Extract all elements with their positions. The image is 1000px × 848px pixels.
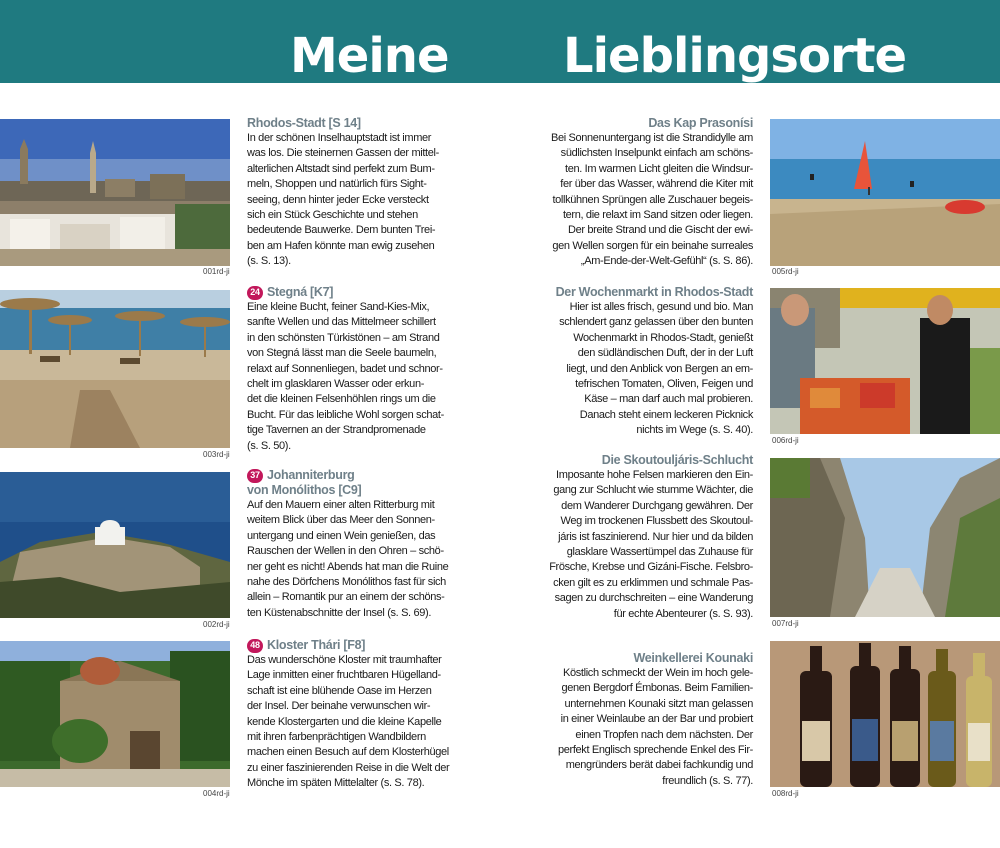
entry-skoutouljaris xyxy=(545,453,753,622)
image-code: 003rd-ji xyxy=(203,450,230,459)
photo-rhodos-stadt xyxy=(0,119,230,266)
entry-title-line2: von Monólithos [C9] xyxy=(247,483,362,497)
entry-monolithos xyxy=(247,468,447,621)
photo-skoutouljaris xyxy=(770,458,1000,617)
page-title-right: Lieblingsorte xyxy=(563,28,907,84)
image-code: 002rd-ji xyxy=(203,620,230,629)
entry-body: Eine kleine Bucht, feiner Sand-Kies-Mix, sanfte Wellen und das Mittelmeer schillert in den schönsten Türkistönen – am Strand von Stegná lässt man die Seele baumeln, relaxt auf Sonnenliegen, badet und schnor- chelt im glasklaren Wasser oder erkun- det die kleinen Felsenhöhlen rings um die Bucht. Für das leibliche Wohl sorgen schat- tige Tavernen an der Strandpromenade (s. S. 50). xyxy=(247,301,444,452)
entry-body: Hier ist alles frisch, gesund und bio. Man schlendert ganz gelassen über den bunten Wochenmarkt in Rhodos-Stadt, genießt den südländischen Duft, der in der Luft liegt, und den Anblick von Bergen an em- tefrischen Tomaten, Oliven, Feigen und Käse – man darf auch mal probieren. Danach steht einem leckeren Picknick nichts im Wege (s. S. 40). xyxy=(559,301,753,437)
entry-title: Kloster Thári [F8] xyxy=(267,638,366,652)
entry-body: In der schönen Inselhauptstadt ist immer was los. Die steinernen Gassen der mittel- alterlichen Altstadt sind perfekt zum Bum- meln, Shoppen und natürlich fürs Sight- seeing, denn hinter jeder Ecke versteckt sich ein Stück Geschichte und stehen bedeutende Bauwerke. Dem bunten Trei- ben am Hafen könnte man ewig zusehen (s. S. 13). xyxy=(247,132,439,268)
entry-body: Bei Sonnenuntergang ist die Strandidylle am südlichsten Inselpunkt einfach am schöns- ten. Im warmen Licht gleiten die Windsur- fer über das Wasser, während die Kiter mit tollkühnen Sprüngen alle Zuschauer begeis- tern, die relaxt im Sand sitzen oder liegen. Der breite Strand und die Gischt der ewi- gen Wellen sorgen für ein beinahe surreales „Am-Ende-der-Welt-Gefühl“ (s. S. 86). xyxy=(550,132,753,268)
entry-title: Der Wochenmarkt in Rhodos-Stadt xyxy=(555,285,753,299)
entry-body: Köstlich schmeckt der Wein im hoch gele- genen Bergdorf Émbonas. Beim Familien- unternehmen Kounaki sitzt man gelassen in einer Weinlaube an der Bar und probiert einen Tropfen nach dem nächsten. Der perfekt Englisch sprechende Enkel des Fir- mengründers berät dabei fachkundig und freundlich (s. S. 77). xyxy=(557,667,753,787)
entry-title: Johanniterburg xyxy=(267,468,355,482)
image-code: 001rd-ji xyxy=(203,267,230,276)
image-code: 004rd-ji xyxy=(203,789,230,798)
entry-kap-prasonisi xyxy=(545,116,753,270)
entry-body: Imposante hohe Felsen markieren den Ein- gang zur Schlucht wie stumme Wächter, die dem Wanderer Durchgang gewähren. Der Weg im trockenen Flussbett des Skoutoul- járis ist faszinierend. Nur hier und da bilden glasklare Wassertümpel das Zuhause für Frösche, Krebse und Gizáni-Fische. Felsbro- cken gilt es zu erklimmen und schmale Pas- sagen zu durchschreiten – eine Wanderung für echte Abenteurer (s. S. 93). xyxy=(549,469,753,620)
image-code: 006rd-ji xyxy=(772,436,799,445)
photo-wochenmarkt xyxy=(770,288,1000,434)
map-number-badge: 37 xyxy=(247,469,263,483)
entry-title: Das Kap Prasonísi xyxy=(648,116,753,130)
entry-weinkellerei xyxy=(545,651,753,789)
entry-wochenmarkt xyxy=(545,285,753,439)
photo-kloster-thari xyxy=(0,641,230,787)
image-code: 007rd-ji xyxy=(772,619,799,628)
photo-stegna xyxy=(0,290,230,448)
entry-title: Die Skoutouljáris-Schlucht xyxy=(601,453,753,467)
header-banner xyxy=(0,0,1000,83)
entry-rhodos-stadt xyxy=(247,116,447,270)
page-title-left: Meine xyxy=(290,28,449,84)
map-number-badge: 24 xyxy=(247,286,263,300)
entry-kloster-thari xyxy=(247,638,450,792)
image-code: 008rd-ji xyxy=(772,789,799,798)
entry-stegna xyxy=(247,285,447,454)
entry-title: Weinkellerei Kounaki xyxy=(633,651,753,665)
entry-title: Stegná [K7] xyxy=(267,285,334,299)
photo-kap-prasonisi xyxy=(770,119,1000,266)
entry-body: Das wunderschöne Kloster mit traumhafter Lage inmitten einer fruchtbaren Hügelland- schaft ist eine blühende Oase im Herzen der Insel. Der beinahe verwunschen wir- kende Klostergarten und die kleine Kapelle mit ihren farbenprächtigen Wandbildern machen einen Besuch auf dem Klosterhügel zu einer faszinierenden Reise in die Welt der Mönche im späten Mittelalter (s. S. 78). xyxy=(247,654,450,790)
entry-title: Rhodos-Stadt [S 14] xyxy=(247,116,361,130)
entry-body: Auf den Mauern einer alten Ritterburg mit weitem Blick über das Meer den Sonnen- untergang und einen Wein genießen, das Rauschen der Wellen in den Ohren – schö- ner geht es nicht! Abends hat man die Ruine nahe des Dörfchens Monólithos fast für sich allein – Romantik pur an einem der schöns- ten Küstenabschnitte der Insel (s. S. 69). xyxy=(247,499,449,619)
photo-weinkellerei xyxy=(770,641,1000,787)
image-code: 005rd-ji xyxy=(772,267,799,276)
photo-monolithos xyxy=(0,472,230,618)
map-number-badge: 48 xyxy=(247,639,263,653)
